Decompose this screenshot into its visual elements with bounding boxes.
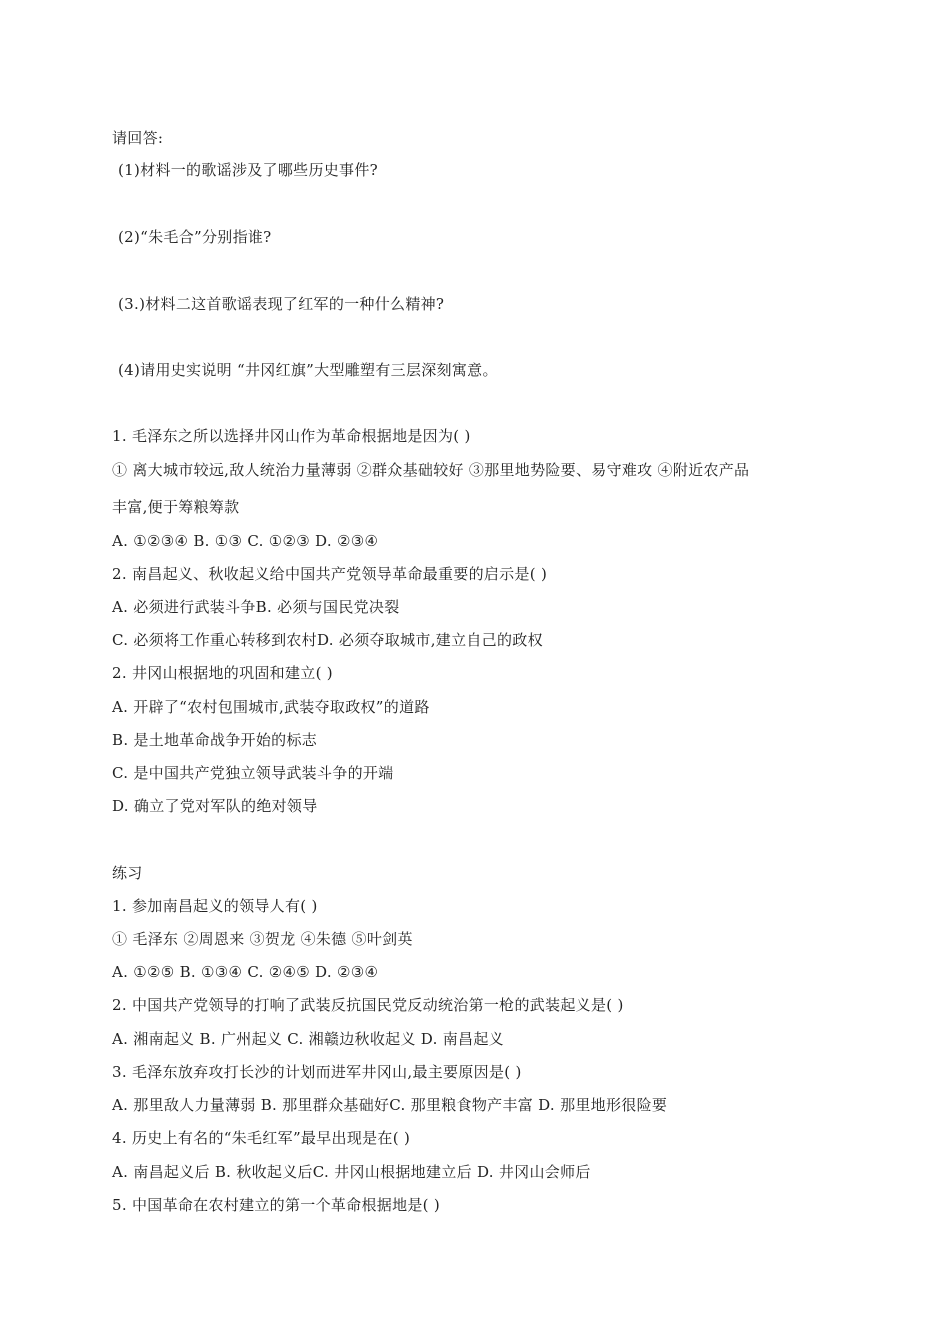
question-2: (2)“朱毛合”分别指谁?	[118, 228, 272, 246]
mc-question-1-options: A. ①②③④ B. ①③ C. ①②③ D. ②③④	[112, 532, 379, 550]
mc-question-3-option-a: A. 开辟了“农村包围城市,武装夺取政权”的道路	[112, 698, 430, 716]
practice-question-2-options: A. 湘南起义 B. 广州起义 C. 湘赣边秋收起义 D. 南昌起义	[112, 1030, 504, 1048]
practice-question-5: 5. 中国革命在农村建立的第一个革命根据地是( )	[112, 1196, 441, 1214]
practice-question-1: 1. 参加南昌起义的领导人有( )	[112, 897, 318, 915]
question-4: (4)请用史实说明 “井冈红旗”大型雕塑有三层深刻寓意。	[118, 361, 498, 379]
practice-question-3: 3. 毛泽东放弃攻打长沙的计划而进军井冈山,最主要原因是( )	[112, 1063, 522, 1081]
mc-question-2: 2. 南昌起义、秋收起义给中国共产党领导革命最重要的启示是( )	[112, 565, 548, 583]
question-3: (3.)材料二这首歌谣表现了红军的一种什么精神?	[118, 295, 445, 313]
mc-question-2-options-ab: A. 必须进行武装斗争B. 必须与国民党决裂	[112, 598, 400, 616]
practice-question-1-choices: ① 毛泽东 ②周恩来 ③贺龙 ④朱德 ⑤叶剑英	[112, 930, 413, 948]
mc-question-1: 1. 毛泽东之所以选择井冈山作为革命根据地是因为( )	[112, 427, 471, 445]
mc-question-3-option-c: C. 是中国共产党独立领导武装斗争的开端	[112, 764, 394, 782]
mc-question-1-statements: ① 离大城市较远,敌人统治力量薄弱 ②群众基础较好 ③那里地势险要、易守难攻 ④附近农产品	[112, 461, 750, 479]
mc-question-1-statements-cont: 丰富,便于筹粮筹款	[112, 498, 240, 516]
practice-heading: 练习	[112, 864, 143, 882]
practice-question-3-options: A. 那里敌人力量薄弱 B. 那里群众基础好C. 那里粮食物产丰富 D. 那里地形很险要	[112, 1096, 668, 1114]
practice-question-2: 2. 中国共产党领导的打响了武装反抗国民党反动统治第一枪的武装起义是( )	[112, 996, 624, 1014]
practice-question-4-options: A. 南昌起义后 B. 秋收起义后C. 井冈山根据地建立后 D. 井冈山会师后	[112, 1163, 591, 1181]
practice-question-4: 4. 历史上有名的“朱毛红军”最早出现是在( )	[112, 1129, 411, 1147]
mc-question-3: 2. 井冈山根据地的巩固和建立( )	[112, 664, 333, 682]
mc-question-3-option-d: D. 确立了党对军队的绝对领导	[112, 797, 318, 815]
answer-heading: 请回答:	[112, 129, 164, 147]
practice-question-1-options: A. ①②⑤ B. ①③④ C. ②④⑤ D. ②③④	[112, 963, 379, 981]
question-1: (1)材料一的歌谣涉及了哪些历史事件?	[118, 161, 378, 179]
mc-question-2-options-cd: C. 必须将工作重心转移到农村D. 必须夺取城市,建立自己的政权	[112, 631, 543, 649]
mc-question-3-option-b: B. 是土地革命战争开始的标志	[112, 731, 318, 749]
